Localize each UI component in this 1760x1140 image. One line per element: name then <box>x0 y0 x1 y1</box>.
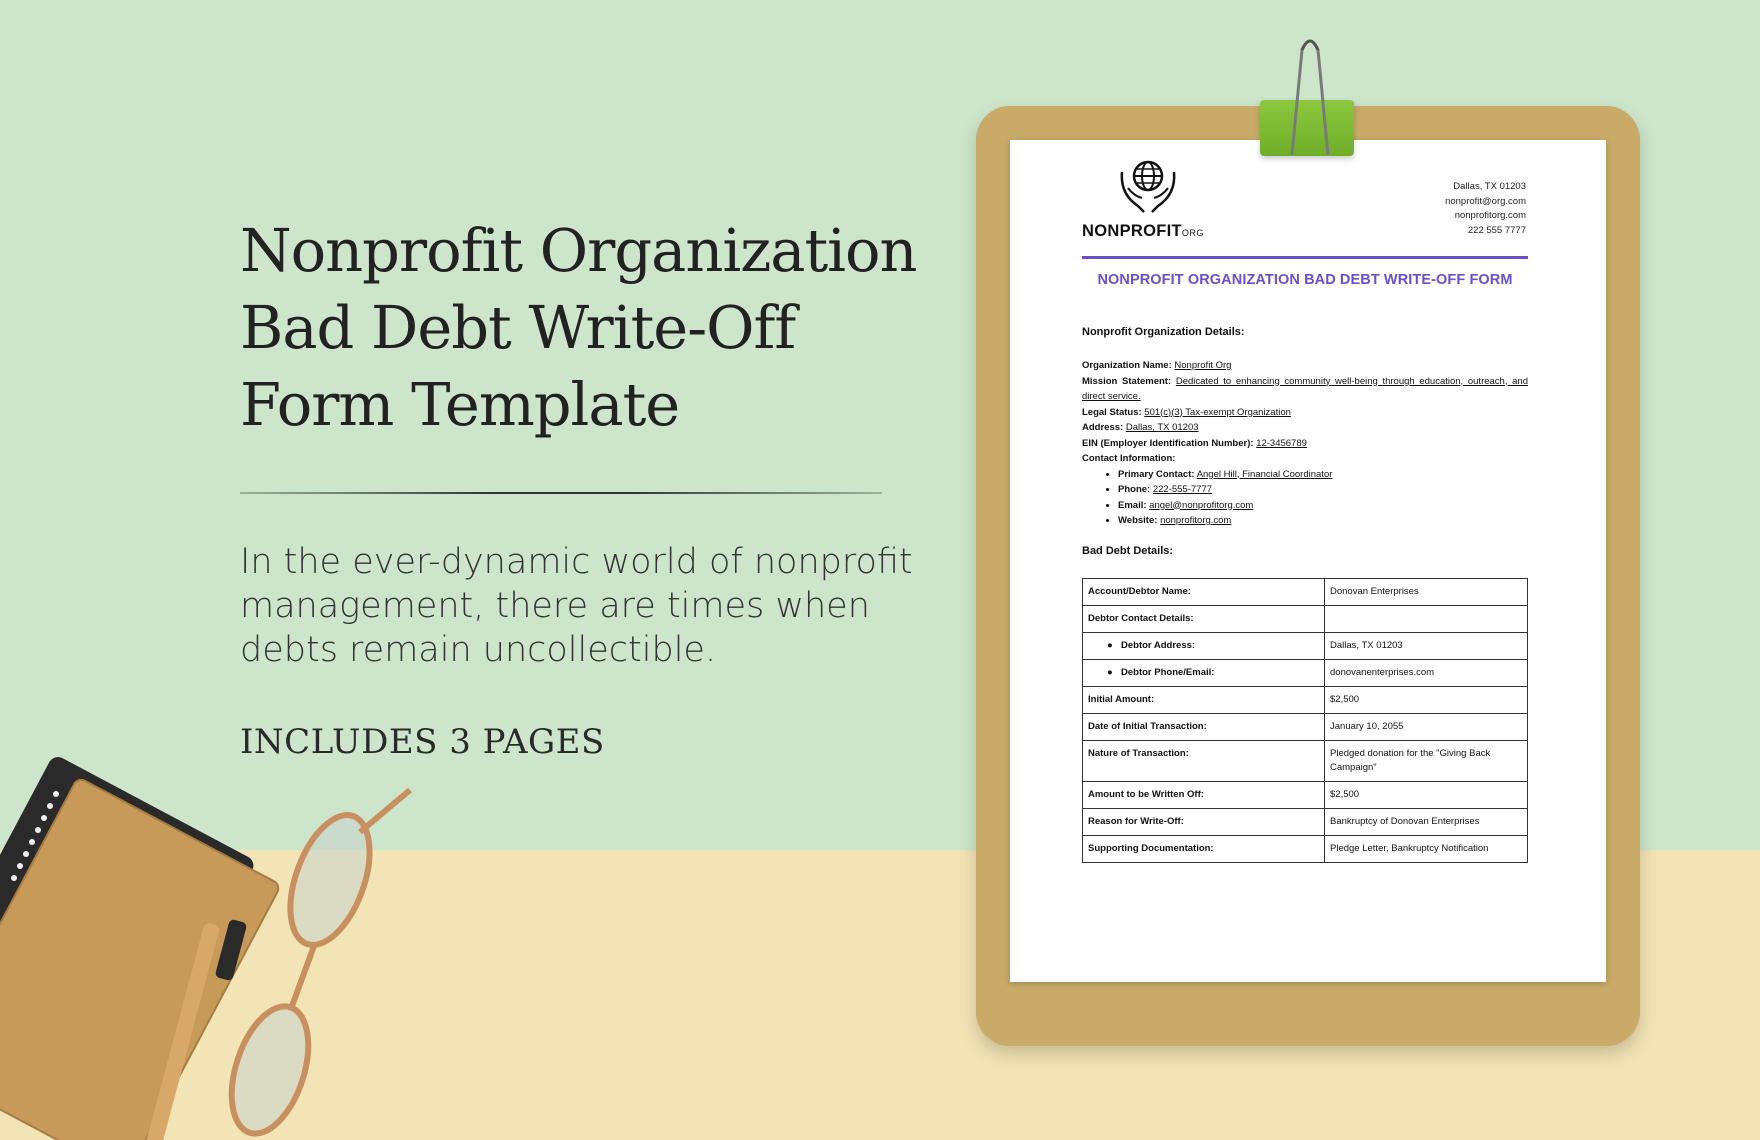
legal-status-line <box>1082 405 1528 421</box>
table-row <box>1083 741 1528 782</box>
header-divider <box>1082 256 1528 259</box>
legal-status-value: 501(c)(3) Tax-exempt Organization <box>1144 406 1291 418</box>
list-item <box>1118 513 1528 529</box>
contact-email: nonprofit@org.com <box>1445 195 1526 207</box>
logo-text: NONPROFIT <box>1082 222 1182 240</box>
contact-value: angel@nonprofitorg.com <box>1149 499 1254 511</box>
org-details <box>1082 358 1528 529</box>
glasses-icon <box>217 790 410 1140</box>
row-label: Supporting Documentation: <box>1083 836 1325 863</box>
org-name-value: Nonprofit Org <box>1174 360 1232 371</box>
row-value: Dallas, TX 01203 <box>1325 633 1528 660</box>
table-row <box>1083 606 1528 633</box>
row-label-cell <box>1083 660 1325 687</box>
document-title: NONPROFIT ORGANIZATION BAD DEBT WRITE-OFF FORM <box>1097 272 1513 288</box>
contact-info-line <box>1082 451 1528 467</box>
contact-website: nonprofitorg.com <box>1454 210 1526 221</box>
row-label: Amount to be Written Off: <box>1083 782 1325 809</box>
ein-line <box>1082 436 1528 452</box>
desk-decoration <box>0 740 440 1140</box>
mission-value: Dedicated to enhancing community well-being through education, outreach, and direct service. <box>1082 375 1528 402</box>
address-line <box>1082 420 1528 436</box>
table-row <box>1083 579 1528 606</box>
row-value: Donovan Enterprises <box>1325 579 1528 606</box>
list-item <box>1118 482 1528 498</box>
table-row <box>1083 714 1528 741</box>
mission-line <box>1082 374 1528 405</box>
row-label-cell <box>1083 633 1325 660</box>
debt-details-table <box>1082 578 1528 863</box>
contact-label: Email: <box>1118 499 1147 511</box>
contact-value: nonprofitorg.com <box>1160 515 1232 526</box>
table-row <box>1083 809 1528 836</box>
row-label: Account/Debtor Name: <box>1083 579 1325 606</box>
table-row <box>1083 660 1528 687</box>
contact-list <box>1082 467 1528 529</box>
org-name-label: Organization Name: <box>1082 360 1172 371</box>
table-row <box>1083 782 1528 809</box>
contact-value: Angel Hill, Financial Coordinator <box>1196 468 1333 480</box>
contact-value: 222-555-7777 <box>1152 484 1213 495</box>
legal-status-label: Legal Status: <box>1082 406 1142 418</box>
hero-title <box>240 212 940 443</box>
globe-hands-logo-icon <box>1116 154 1180 218</box>
contact-label: Phone: <box>1118 484 1151 495</box>
table-row <box>1083 687 1528 714</box>
ein-label: EIN (Employer Identification Number): <box>1082 437 1254 449</box>
contact-label: Website: <box>1118 515 1158 526</box>
row-value: Bankruptcy of Donovan Enterprises <box>1325 809 1528 836</box>
row-label: Debtor Contact Details: <box>1083 606 1325 633</box>
ein-value: 12-3456789 <box>1256 437 1307 449</box>
row-label: Initial Amount: <box>1083 687 1325 714</box>
bullet-icon: ● <box>1107 667 1113 678</box>
row-value: January 10, 2055 <box>1325 714 1528 741</box>
logo-suffix: ORG <box>1181 228 1204 238</box>
row-label: Debtor Address: <box>1121 640 1196 651</box>
org-name-line <box>1082 358 1528 374</box>
contact-phone: 222 555 7777 <box>1467 224 1526 236</box>
hero-description-line: management, there are times when <box>240 586 870 626</box>
row-value <box>1325 606 1528 633</box>
list-item <box>1118 467 1528 483</box>
contact-label: Primary Contact: <box>1118 468 1195 480</box>
table-row <box>1083 836 1528 863</box>
bullet-icon: ● <box>1107 640 1113 651</box>
address-value: Dallas, TX 01203 <box>1125 422 1199 433</box>
row-label: Nature of Transaction: <box>1083 741 1325 782</box>
hero-title-line: Nonprofit Organization <box>240 216 917 285</box>
mission-label: Mission Statement: <box>1082 375 1172 387</box>
binder-clip-wire-icon <box>1280 30 1340 160</box>
hero-description <box>240 540 940 672</box>
hero-description-line: In the ever-dynamic world of nonprofit <box>240 542 913 582</box>
org-details-heading: Nonprofit Organization Details: <box>1082 326 1245 338</box>
contact-address: Dallas, TX 01203 <box>1453 181 1526 192</box>
table-row <box>1083 633 1528 660</box>
row-value: $2,500 <box>1325 782 1528 809</box>
hero-title-line: Bad Debt Write-Off <box>240 293 796 362</box>
document-page <box>1010 140 1606 982</box>
list-item <box>1118 498 1528 514</box>
hero-title-line: Form Template <box>240 370 680 439</box>
row-value: donovanenterprises.com <box>1325 660 1528 687</box>
includes-pages-label: INCLUDES 3 PAGES <box>240 722 605 762</box>
contact-info-label: Contact Information: <box>1082 453 1176 464</box>
header-contact <box>1445 180 1526 238</box>
row-label: Reason for Write-Off: <box>1083 809 1325 836</box>
row-label: Debtor Phone/Email: <box>1121 667 1215 678</box>
row-label: Date of Initial Transaction: <box>1083 714 1325 741</box>
address-label: Address: <box>1082 422 1124 433</box>
row-value: Pledge Letter, Bankruptcy Notification <box>1325 836 1528 863</box>
debt-details-heading: Bad Debt Details: <box>1082 545 1174 557</box>
hero-divider <box>240 492 882 494</box>
hero-description-line: debts remain uncollectible. <box>240 630 717 670</box>
row-value: $2,500 <box>1325 687 1528 714</box>
row-value: Pledged donation for the "Giving Back Campaign" <box>1325 741 1528 782</box>
logo-wordmark <box>1082 222 1204 241</box>
